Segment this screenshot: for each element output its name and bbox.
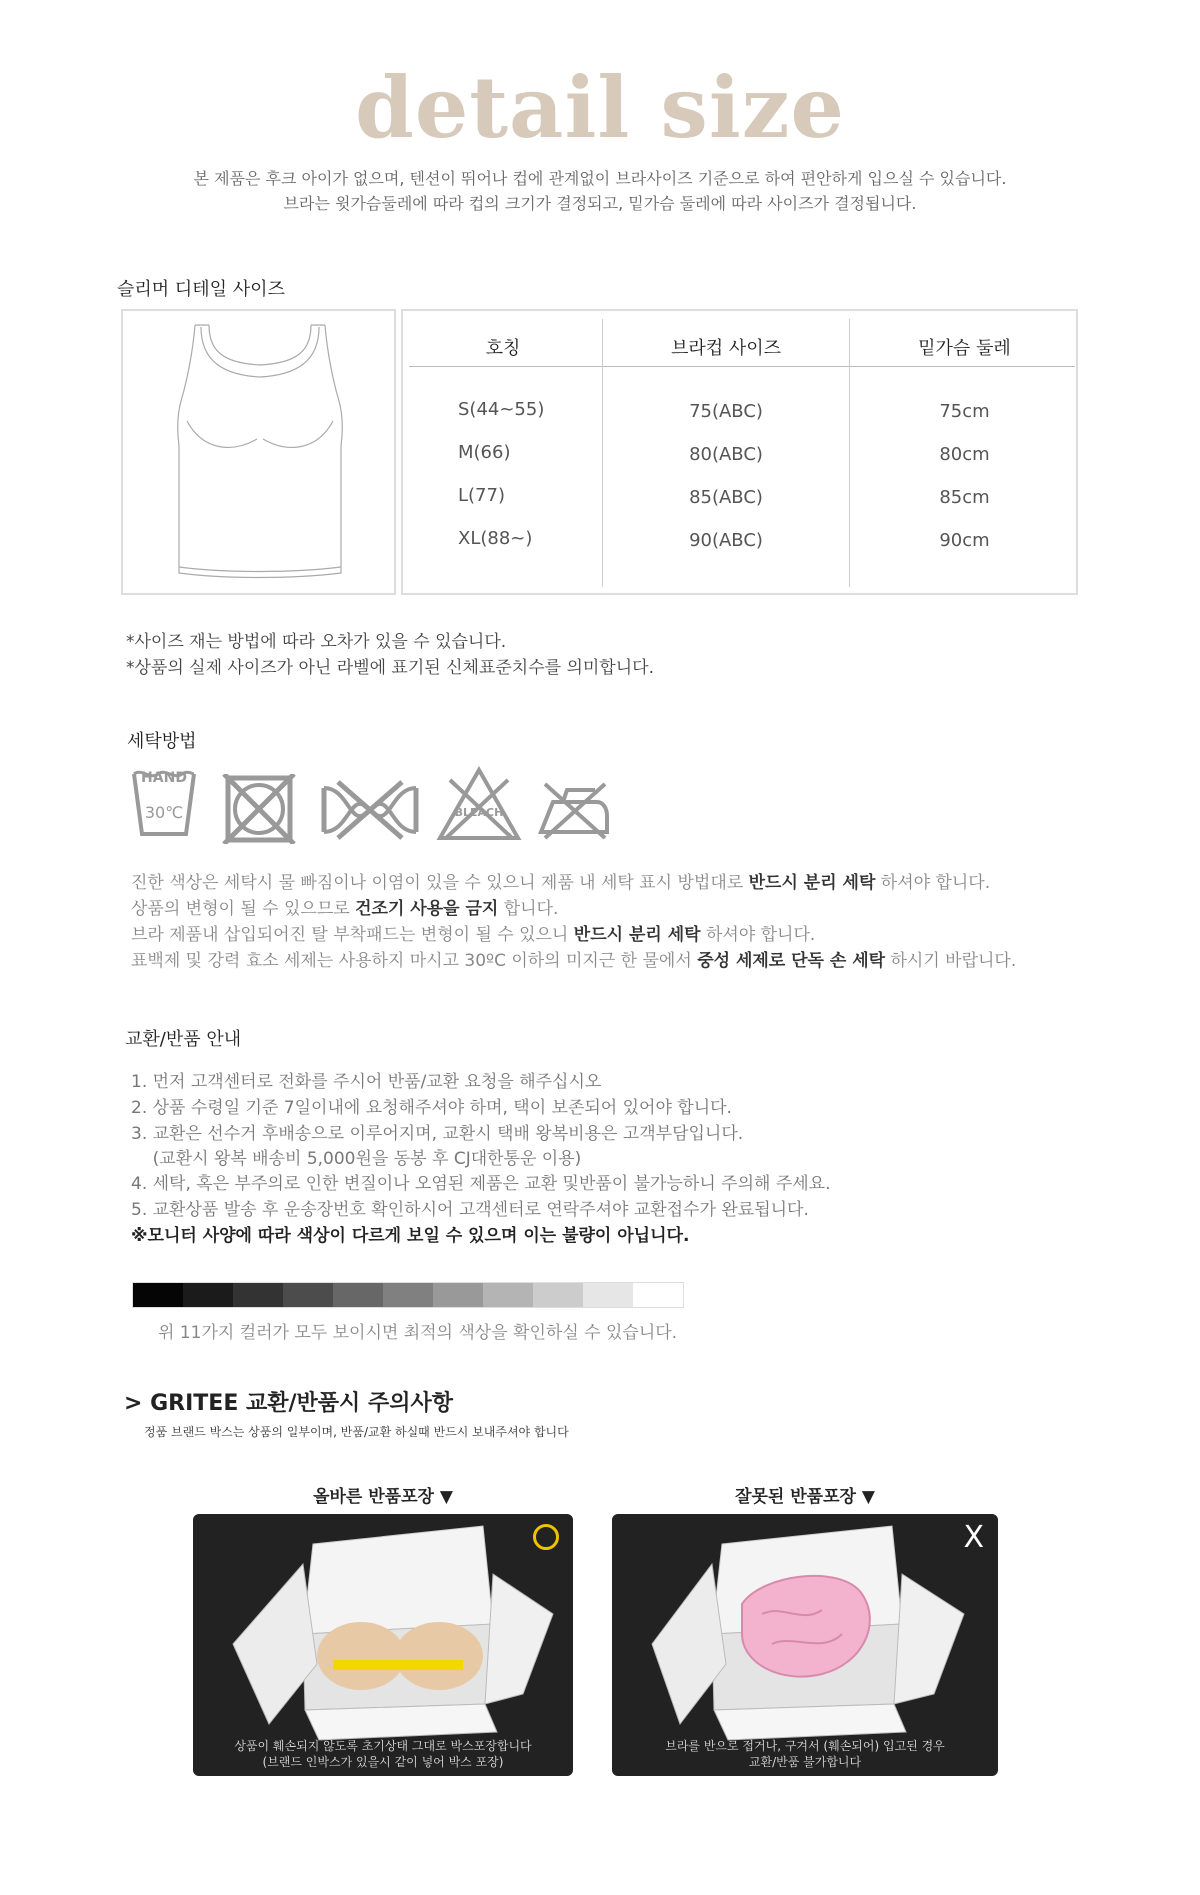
exchange-section-label: 교환/반품 안내 (125, 1029, 242, 1050)
col-header-cup: 브라컵 사이즈 (670, 338, 782, 359)
wrong-packing-label: 잘못된 반품포장 ▼ (735, 1487, 875, 1507)
row-cup: 75(ABC) (689, 401, 763, 422)
color-swatch (533, 1283, 583, 1307)
gritee-title: > GRITEE 교환/반품시 주의사항 (124, 1391, 453, 1416)
bleach-label: BLEACH (454, 806, 504, 819)
no-bleach-icon (436, 766, 522, 842)
temp-label: 30℃ (144, 803, 184, 822)
row-underbust: 85cm (939, 487, 990, 508)
page-title: detail size (355, 58, 845, 157)
correct-packing-label: 올바른 반품포장 ▼ (313, 1487, 453, 1507)
row-underbust: 75cm (939, 401, 990, 422)
exchange-item: 4. 세탁, 혹은 부주의로 인한 변질이나 오염된 제품은 교환 및반품이 불가능하니 주의해 주세요. (131, 1174, 831, 1194)
wash-line-2: 상품의 변형이 될 수 있으므로 건조기 사용을 금지 합니다. (131, 899, 559, 919)
tank-top-figure (121, 309, 396, 595)
color-swatch (133, 1283, 183, 1307)
size-note-1: *사이즈 재는 방법에 따라 오차가 있을 수 있습니다. (126, 632, 507, 652)
no-wring-icon (320, 780, 420, 840)
col-header-size: 호칭 (485, 338, 521, 359)
box-with-crumpled-bra-image (612, 1514, 998, 1776)
hand-wash-30c-icon (128, 764, 200, 844)
size-note-2: *상품의 실제 사이즈가 아닌 라벨에 표기된 신체표준치수를 의미합니다. (126, 658, 654, 678)
exchange-item: (교환시 왕복 배송비 5,000원을 동봉 후 CJ대한통운 이용) (131, 1149, 582, 1169)
size-section-label: 슬리머 디테일 사이즈 (117, 279, 285, 300)
wrong-packing-caption-1: 브라를 반으로 접거나, 구겨서 (훼손되어) 입고된 경우 (665, 1739, 945, 1753)
row-underbust: 90cm (939, 530, 990, 551)
row-size: M(66) (458, 442, 511, 463)
correct-packing-card (193, 1514, 573, 1776)
intro-line-1: 본 제품은 후크 아이가 없으며, 텐션이 뛰어나 컵에 관계없이 브라사이즈 기준으로 하여 편안하게 입으실 수 있습니다. (193, 169, 1007, 188)
tank-top-illustration (123, 311, 394, 593)
size-table (401, 309, 1078, 595)
exchange-item: 1. 먼저 고객센터로 전화를 주시어 반품/교환 요청을 해주십시오 (131, 1072, 602, 1092)
row-size: L(77) (458, 485, 505, 506)
gritee-subtitle: 정품 브랜드 박스는 상품의 일부이며, 반품/교환 하실때 반드시 보내주셔야 합니다 (144, 1425, 569, 1439)
col-header-underbust: 밑가슴 둘레 (918, 338, 1011, 359)
wash-line-3: 브라 제품내 삽입되어진 탈 부착패드는 변형이 될 수 있으니 반드시 분리 세탁 하셔야 합니다. (131, 925, 816, 945)
correct-circle-icon (533, 1524, 559, 1550)
color-swatch (633, 1283, 683, 1307)
chevron-right-icon: > (124, 1391, 143, 1416)
row-cup: 85(ABC) (689, 487, 763, 508)
color-swatch (233, 1283, 283, 1307)
wrong-packing-caption-2: 교환/반품 불가합니다 (748, 1755, 862, 1769)
no-tumble-dry-icon (220, 774, 298, 844)
wrong-x-icon: X (963, 1520, 984, 1555)
no-iron-icon (533, 776, 613, 842)
color-swatch (333, 1283, 383, 1307)
wash-line-1: 진한 색상은 세탁시 물 빠짐이나 이염이 있을 수 있으니 제품 내 세탁 표시 방법대로 반드시 분리 세탁 하셔야 합니다. (131, 873, 991, 893)
color-swatch (183, 1283, 233, 1307)
row-size: XL(88~) (458, 528, 533, 549)
exchange-item: 3. 교환은 선수거 후배송으로 이루어지며, 교환시 택배 왕복비용은 고객부담입니다. (131, 1124, 744, 1144)
wash-line-4: 표백제 및 강력 효소 세제는 사용하지 마시고 30ºC 이하의 미지근 한 물에서 중성 세제로 단독 손 세탁 하시기 바랍니다. (131, 951, 1017, 971)
row-underbust: 80cm (939, 444, 990, 465)
row-size: S(44~55) (458, 399, 545, 420)
color-swatch (583, 1283, 633, 1307)
wrong-packing-card (612, 1514, 998, 1776)
row-cup: 90(ABC) (689, 530, 763, 551)
intro-line-2: 브라는 윗가슴둘레에 따라 컵의 크기가 결정되고, 밑가슴 둘레에 따라 사이즈가 결정됩니다. (283, 194, 917, 213)
monitor-warning: ※모니터 사양에 따라 색상이 다르게 보일 수 있으며 이는 불량이 아닙니다. (131, 1226, 690, 1246)
correct-packing-caption-1: 상품이 훼손되지 않도록 초기상태 그대로 박스포장합니다 (234, 1739, 532, 1753)
correct-packing-caption-2: (브랜드 인박스가 있을시 같이 넣어 박스 포장) (262, 1755, 504, 1769)
color-swatch (483, 1283, 533, 1307)
box-with-bra-image (193, 1514, 573, 1776)
color-swatch (383, 1283, 433, 1307)
color-swatch (433, 1283, 483, 1307)
header-divider (409, 366, 1075, 367)
exchange-item: 5. 교환상품 발송 후 운송장번호 확인하시어 고객센터로 연락주셔야 교환접수가 완료됩니다. (131, 1200, 809, 1220)
wash-section-label: 세탁방법 (127, 731, 197, 752)
color-swatch (283, 1283, 333, 1307)
color-swatch-strip (132, 1282, 684, 1308)
hand-label: HAND (141, 770, 187, 786)
row-cup: 80(ABC) (689, 444, 763, 465)
exchange-item: 2. 상품 수령일 기준 7일이내에 요청해주셔야 하며, 택이 보존되어 있어야 합니다. (131, 1098, 732, 1118)
swatch-caption: 위 11가지 컬러가 모두 보이시면 최적의 색상을 확인하실 수 있습니다. (158, 1323, 678, 1343)
